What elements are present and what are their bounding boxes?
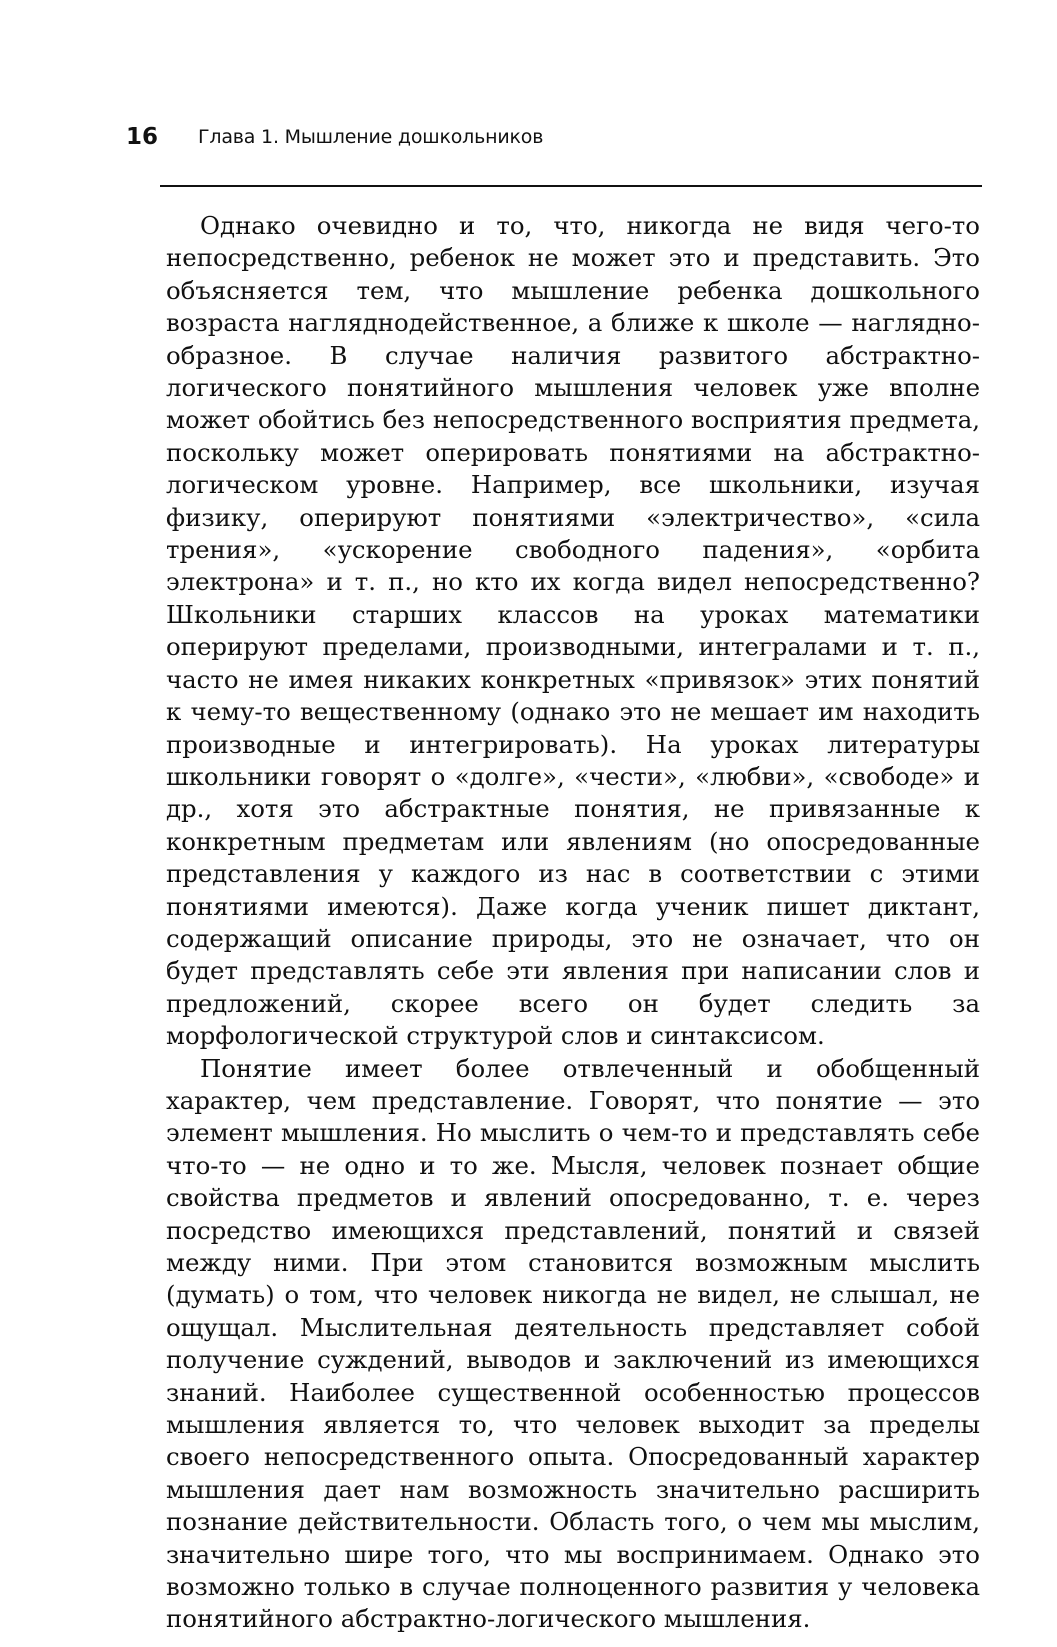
- body-text: [166, 210, 980, 1636]
- paragraph: Понятие имеет более отвлеченный и обобщенный характер, чем представление. Говорят, что понятие — это элемент мышления. Но мыслить о чем-то и представлять себе что-то — не одно и то же. Мысля, человек познает общие свойства предметов и явлений опосредованно, т. е. через посредство имеющихся представлений, понятий и связей между ними. При этом становится возможным мыслить (думать) о том, что человек никогда не видел, не слышал, не ощущал. Мыслительная деятельность представляет собой получение суждений, выводов и заключений из имеющихся знаний. Наиболее существенной особенностью процессов мышления является то, что человек выходит за пределы своего непосредственного опыта. Опосредованный характер мышления дает нам возможность значительно расширить познание действительности. Область того, о чем мы мыслим, значительно шире того, что мы воспринимаем. Однако это возможно только в случае полноценного развития у человека понятийного абстрактно-логического мышления.: [166, 1053, 980, 1634]
- paragraph: Однако очевидно и то, что, никогда не видя чего-то непосредственно, ребенок не может это и представить. Это объясняется тем, что мышление ребенка дошкольного возраста нагляднодейственное, а ближе к школе — наглядно-образное. В случае наличия развитого абстрактно-логического понятийного мышления человек уже вполне может обойтись без непосредственного восприятия предмета, поскольку может оперировать понятиями на абстрактно-логическом уровне. Например, все школьники, изучая физику, оперируют понятиями «электричество», «сила трения», «ускорение свободного падения», «орбита электрона» и т. п., но кто их когда видел непосредственно? Школьники старших классов на уроках математики оперируют пределами, производными, интегралами и т. п., часто не имея никаких конкретных «привязок» этих понятий к чему-то вещественному (однако это не мешает им находить производные и интегрировать). На уроках литературы школьники говорят о «долге», «чести», «любви», «свободе» и др., хотя это абстрактные понятия, не привязанные к конкретным предметам или явлениям (но опосредованные представления у каждого из нас в соответствии с этими понятиями имеются). Даже когда ученик пишет диктант, содержащий описание природы, это не означает, что он будет представлять себе эти явления при написании слов и предложений, скорее всего он будет следить за морфологической структурой слов и синтаксисом.: [166, 211, 980, 1051]
- page-number: 16: [126, 124, 159, 150]
- header-rule: [160, 185, 982, 187]
- running-title: Глава 1. Мышление дошкольников: [198, 126, 544, 148]
- page-header: [126, 124, 986, 158]
